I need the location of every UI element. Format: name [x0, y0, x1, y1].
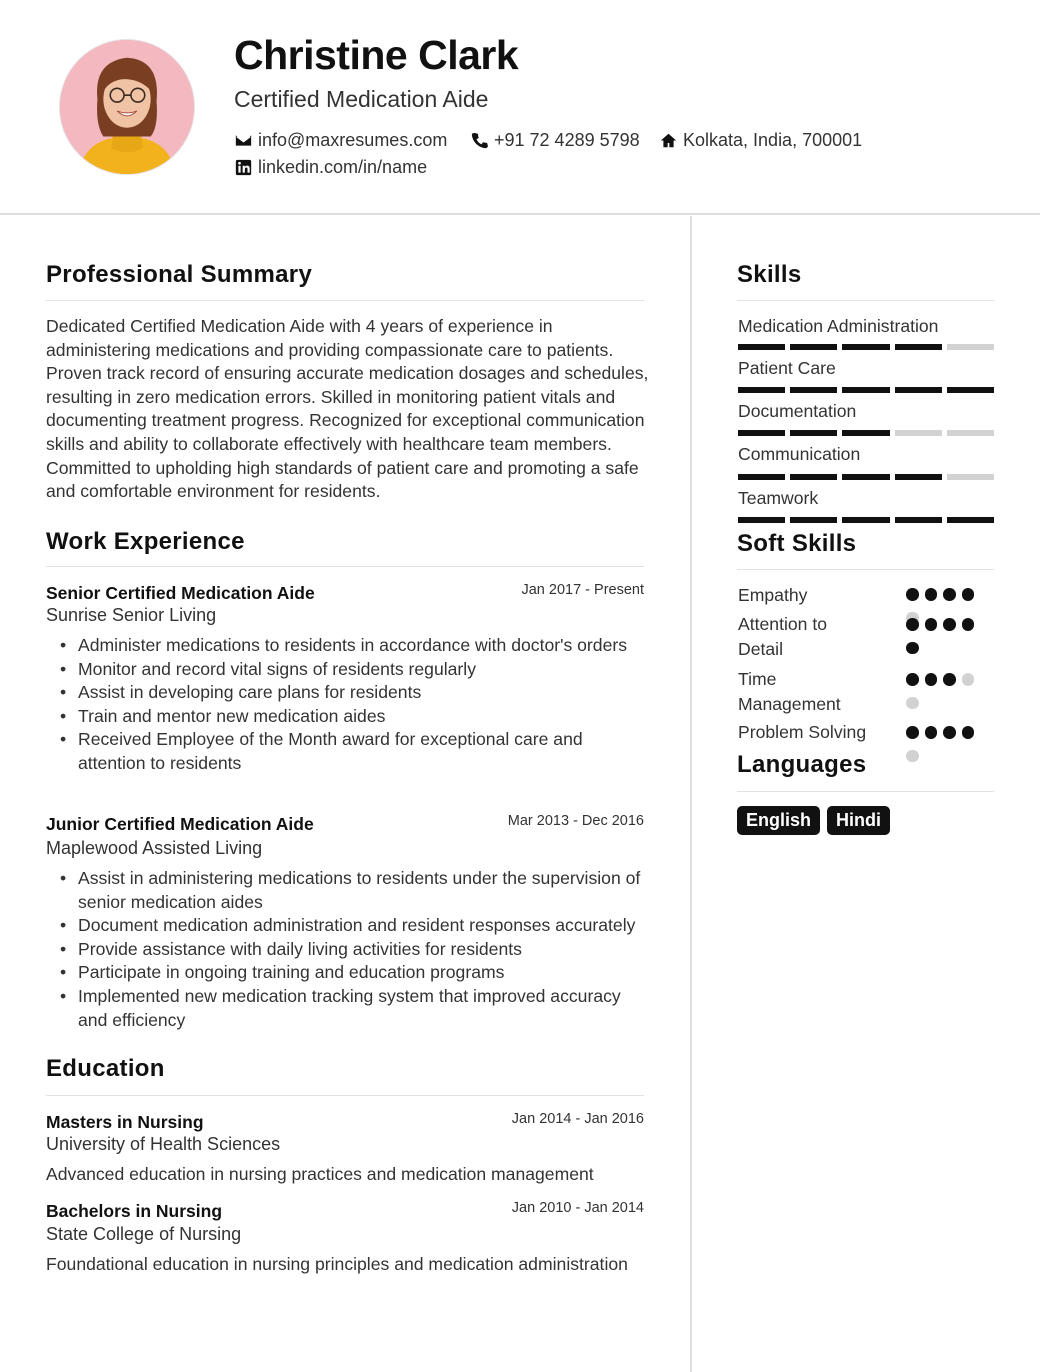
contact-email[interactable]: [234, 130, 447, 151]
contact-location: [659, 130, 862, 151]
skills-heading: Skills: [737, 261, 802, 288]
candidate-name: Christine Clark: [234, 32, 519, 78]
skill-level-segment: [842, 344, 889, 350]
job-bullets: [60, 867, 650, 1032]
skill-level-segment: [790, 430, 837, 436]
skill-level-segment: [738, 517, 785, 523]
list-item: • Monitor and record vital signs of residents regularly: [60, 658, 650, 682]
skill-level-segment: [895, 517, 942, 523]
column-divider: [690, 216, 692, 1372]
list-item: • Provide assistance with daily living activities for residents: [60, 938, 650, 962]
job-title: Senior Certified Medication Aide: [46, 583, 315, 603]
home-icon: [659, 132, 677, 150]
experience-heading: Work Experience: [46, 528, 245, 555]
education-rule: [46, 1095, 644, 1096]
skill-level-segment: [947, 517, 994, 523]
soft-skill-dot: [962, 726, 975, 739]
skill-level-bar: [738, 344, 994, 350]
soft-skill-dots: [906, 618, 990, 654]
list-item: • Implemented new medication tracking system that improved accuracy and efficiency: [60, 985, 650, 1032]
degree-description: Advanced education in nursing practices and medication management: [46, 1164, 594, 1184]
education-heading: Education: [46, 1055, 165, 1082]
soft-skill-dot: [962, 673, 975, 686]
skill-level-segment: [738, 474, 785, 480]
skill-level-bar: [738, 387, 994, 393]
soft-skill-dot: [925, 726, 938, 739]
skill-level-segment: [842, 430, 889, 436]
soft-skills-rule: [737, 569, 994, 570]
soft-skill-name: Problem Solving: [738, 722, 867, 742]
list-item: • Participate in ongoing training and education programs: [60, 961, 650, 985]
soft-skill-dot: [906, 618, 919, 631]
skill-level-segment: [790, 517, 837, 523]
soft-skill-dot: [943, 673, 956, 686]
skill-level-bar: [738, 474, 994, 480]
avatar: [59, 39, 195, 175]
linkedin-text: linkedin.com/in/name: [258, 157, 428, 177]
soft-skill-dot: [943, 588, 956, 601]
skill-level-segment: [842, 517, 889, 523]
skill-name: Communication: [738, 444, 861, 464]
candidate-title: Certified Medication Aide: [234, 86, 489, 112]
skill-name: Teamwork: [738, 488, 819, 508]
skills-rule: [737, 300, 994, 301]
list-item: • Administer medications to residents in accordance with doctor's orders: [60, 634, 650, 658]
skill-level-segment: [947, 430, 994, 436]
skill-level-segment: [790, 387, 837, 393]
list-item: • Document medication administration and resident responses accurately: [60, 914, 650, 938]
skill-level-segment: [842, 474, 889, 480]
soft-skill-name: Time Management: [738, 669, 841, 714]
soft-skill-dot: [906, 673, 919, 686]
job-bullets: [60, 634, 650, 776]
experience-rule: [46, 566, 644, 567]
skill-name: Medication Administration: [738, 316, 939, 336]
envelope-icon: [234, 132, 252, 150]
degree-title: Masters in Nursing: [46, 1112, 204, 1132]
soft-skill-dot: [943, 726, 956, 739]
job-dates: Jan 2017 - Present: [521, 582, 644, 598]
soft-skill-dot: [943, 618, 956, 631]
skill-level-segment: [895, 344, 942, 350]
location-text: Kolkata, India, 700001: [683, 130, 863, 150]
skill-level-segment: [738, 387, 785, 393]
summary-heading: Professional Summary: [46, 261, 313, 288]
soft-skill-dots: [906, 673, 990, 709]
skill-level-segment: [895, 387, 942, 393]
job-title: Junior Certified Medication Aide: [46, 814, 314, 834]
soft-skill-dot: [906, 588, 919, 601]
email-text: info@maxresumes.com: [258, 130, 448, 150]
soft-skill-dot: [906, 642, 919, 655]
soft-skill-dot: [925, 673, 938, 686]
skill-level-segment: [947, 387, 994, 393]
profile-photo: [60, 40, 194, 174]
contact-phone[interactable]: [470, 130, 640, 151]
soft-skill-dot: [906, 750, 919, 763]
skill-level-segment: [738, 344, 785, 350]
soft-skill-name: Empathy: [738, 585, 808, 605]
languages-heading: Languages: [737, 751, 867, 778]
soft-skill-dot: [925, 618, 938, 631]
soft-skill-dot: [906, 726, 919, 739]
skill-level-segment: [738, 430, 785, 436]
summary-rule: [46, 300, 644, 301]
degree-dates: Jan 2014 - Jan 2016: [511, 1111, 644, 1127]
skill-level-segment: [790, 474, 837, 480]
list-item: • Assist in administering medications to residents under the supervision of senior medication aides: [60, 867, 650, 914]
skill-level-bar: [738, 430, 994, 436]
skill-level-segment: [947, 474, 994, 480]
skill-level-segment: [895, 430, 942, 436]
skill-name: Documentation: [738, 401, 857, 421]
school-name: State College of Nursing: [46, 1224, 242, 1244]
soft-skill-dot: [962, 588, 975, 601]
resume-header: [0, 0, 1040, 215]
job-org: Maplewood Assisted Living: [46, 838, 263, 858]
contact-linkedin[interactable]: [234, 157, 427, 178]
degree-dates: Jan 2010 - Jan 2014: [511, 1200, 644, 1216]
skill-level-segment: [790, 344, 837, 350]
degree-description: Foundational education in nursing principles and medication administration: [46, 1254, 628, 1274]
soft-skills-heading: Soft Skills: [737, 530, 857, 557]
school-name: University of Health Sciences: [46, 1134, 281, 1154]
language-list: [737, 806, 890, 835]
list-item: • Assist in developing care plans for residents: [60, 681, 650, 705]
skill-level-segment: [895, 474, 942, 480]
skill-level-bar: [738, 517, 994, 523]
skill-level-segment: [842, 387, 889, 393]
summary-text: Dedicated Certified Medication Aide with 4 years of experience in administering medications and providing compassionate care to patients. Proven track record of ensuring accurate medication dosages and schedules, resulting in zero medication errors. Skilled in monitoring patient vitals and documenting treatment progress. Recognized for exceptional communication skills and ability to collaborate effectively with healthcare team members. Committed to upholding high standards of patient care and promoting a safe and comfortable environment for residents.: [46, 316, 649, 502]
job-dates: Mar 2013 - Dec 2016: [507, 813, 644, 829]
skill-level-segment: [947, 344, 994, 350]
linkedin-icon: [234, 159, 252, 177]
degree-title: Bachelors in Nursing: [46, 1201, 223, 1221]
list-item: • Received Employee of the Month award for exceptional care and attention to residents: [60, 728, 650, 775]
language-badge: English: [737, 806, 820, 835]
languages-rule: [737, 791, 994, 792]
skill-name: Patient Care: [738, 358, 836, 378]
phone-text: +91 72 4289 5798: [494, 130, 640, 150]
list-item: • Train and mentor new medication aides: [60, 705, 650, 729]
soft-skill-dot: [925, 588, 938, 601]
job-org: Sunrise Senior Living: [46, 605, 217, 625]
soft-skill-dot: [962, 618, 975, 631]
soft-skill-dot: [906, 697, 919, 710]
soft-skill-dots: [906, 726, 990, 762]
phone-icon: [470, 132, 488, 150]
soft-skill-name: Attention to Detail: [738, 614, 828, 659]
language-badge: Hindi: [827, 806, 890, 835]
